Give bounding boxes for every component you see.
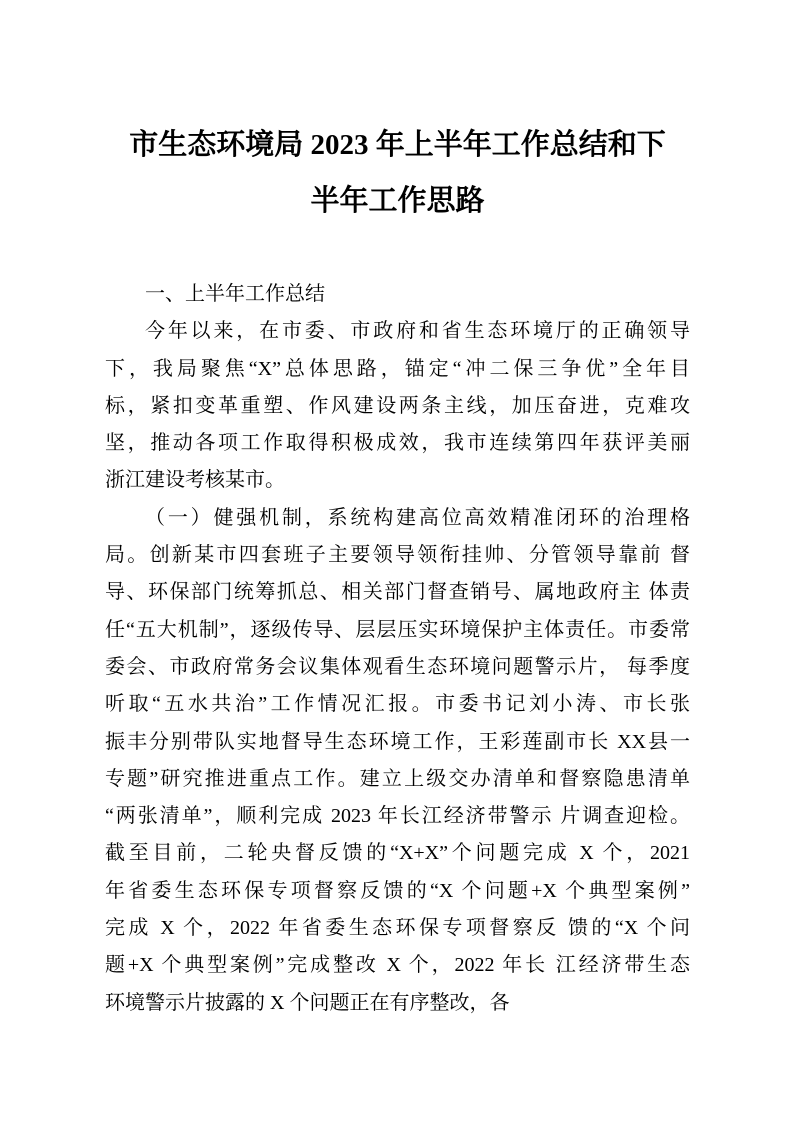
body-line: 截至目前，二轮央督反馈的“X+X”个问题完成 X 个，2021 (105, 842, 690, 865)
body-line: 题+X 个典型案例”完成整改 X 个，2022 年长 江经济带生态 (105, 954, 690, 977)
body-line: 导、环保部门统筹抓总、相关部门督查销号、属地政府主 体责 (105, 581, 690, 604)
body-line: “两张清单”，顺利完成 2023 年长江经济带警示 片调查迎检。 (105, 805, 690, 828)
body-line: 标，紧扣变革重塑、作风建设两条主线，加压奋进，克难攻 (105, 394, 690, 417)
body-line: 听取“五水共治”工作情况汇报。市委书记刘小涛、市长张 (105, 693, 690, 716)
document-body (105, 276, 690, 1022)
body-line: 任“五大机制”，逐级传导、层层压实环境保护主体责任。市委常 (105, 618, 690, 641)
body-line: 下，我局聚焦“X”总体思路，锚定“冲二保三争优”全年目 (105, 357, 690, 380)
section-heading: 一、上半年工作总结 (145, 283, 325, 305)
document-title (105, 117, 690, 229)
body-line: 委会、市政府常务会议集体观看生态环境问题警示片， 每季度 (105, 655, 690, 678)
body-line: 振丰分别带队实地督导生态环境工作，王彩莲副市长 XX县一 (105, 730, 690, 753)
body-line: 完成 X 个，2022 年省委生态环保专项督察反 馈的“X 个问 (105, 917, 690, 940)
document-title-line-1: 市生态环境局 2023 年上半年工作总结和下 (129, 129, 666, 161)
body-line: 坚，推动各项工作取得积极成效，我市连续第四年获评美丽 (105, 432, 690, 455)
body-line: （一）健强机制，系统构建高位高效精准闭环的治理格 (145, 506, 690, 529)
body-line: 环境警示片披露的 X 个问题正在有序整改，各 (105, 991, 510, 1014)
body-line: 年省委生态环保专项督察反馈的“X 个问题+X 个典型案例” (105, 879, 690, 902)
body-line: 今年以来，在市委、市政府和省生态环境厅的正确领导 (145, 320, 690, 343)
body-line: 局。创新某市四套班子主要领导领衔挂帅、分管领导靠前 督 (105, 544, 690, 567)
body-line: 浙江建设考核某市。 (105, 469, 285, 492)
document-title-line-2: 半年工作思路 (310, 185, 485, 217)
body-line: 专题”研究推进重点工作。建立上级交办清单和督察隐患清单 (105, 767, 690, 790)
